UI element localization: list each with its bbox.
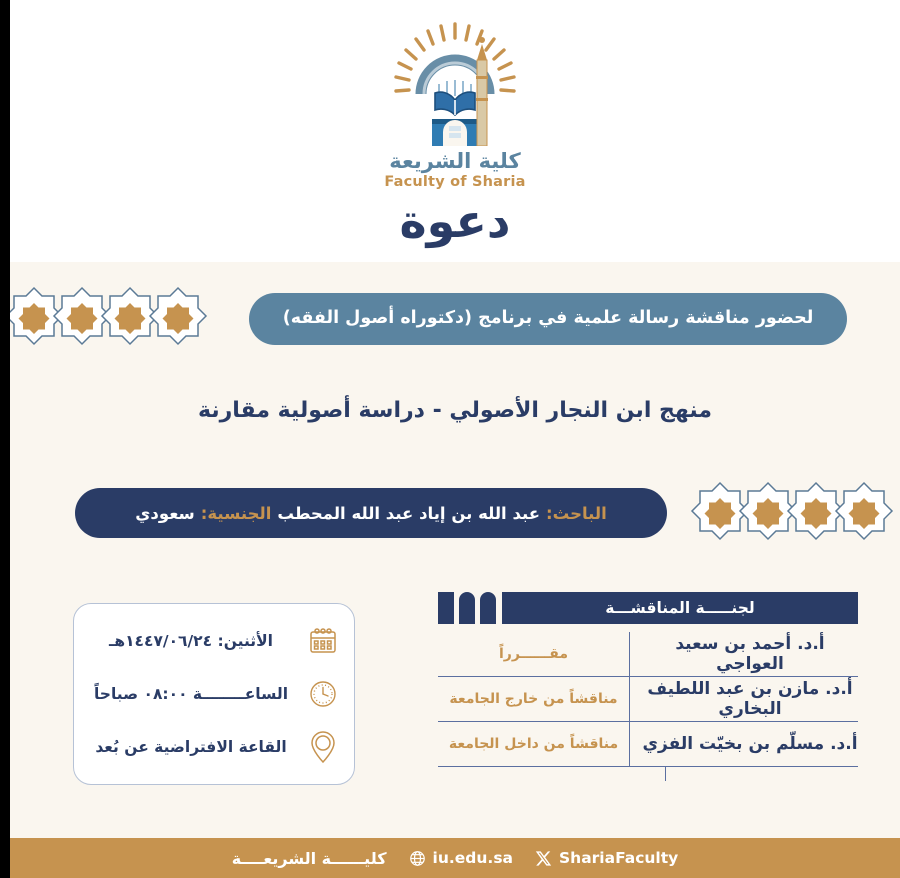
committee-member-role: مقــــــرراً	[438, 632, 630, 677]
event-info-card	[73, 603, 355, 785]
info-row-location	[88, 723, 340, 771]
page-title: دعوة	[399, 194, 511, 249]
committee-member-name: أ.د. أحمد بن سعيد العواجي	[675, 634, 825, 674]
table-row	[438, 722, 858, 767]
committee-heading: لجنـــــة المناقشـــة	[502, 592, 858, 624]
committee-member-name: أ.د. مسلّم بن بخيّت الفزي	[642, 734, 858, 754]
heading-bar-square	[438, 592, 454, 624]
researcher-label: الباحث:	[546, 503, 607, 523]
researcher-name: عبد الله بن إياد عبد الله المحطب	[277, 503, 540, 523]
program-banner	[249, 293, 847, 345]
university-logo-icon	[391, 20, 519, 146]
committee-heading-bars	[438, 592, 496, 624]
committee-member-name: أ.د. مازن بن عبد اللطيف البخاري	[647, 679, 853, 719]
ornament-strip-right	[690, 481, 900, 543]
invitation-poster	[10, 0, 900, 878]
committee-heading-row	[438, 592, 858, 624]
researcher-banner	[75, 488, 667, 538]
event-date: الأثنين: ١٤٤٧/٠٦/٢٤هـ	[109, 631, 273, 650]
event-location: القاعة الافتراضية عن بُعد	[95, 738, 287, 757]
table-row	[438, 632, 858, 677]
info-row-time	[88, 670, 340, 718]
faculty-name-arabic: كلية الشريعة	[389, 149, 521, 173]
nationality-value: سعودي	[135, 503, 195, 523]
nationality-label: الجنسية:	[200, 503, 272, 523]
table-divider-tail	[665, 767, 666, 781]
faculty-name-english: Faculty of Sharia	[384, 174, 526, 191]
calendar-icon	[306, 624, 340, 658]
program-banner-text: لحضور مناقشة رسالة علمية في برنامج (دكتوراه أصول الفقه)	[282, 308, 814, 329]
heading-bar-rounded-2	[459, 592, 475, 624]
heading-bar-rounded-1	[480, 592, 496, 624]
footer-faculty-name: كليــــــة الشريعــــة	[231, 848, 387, 868]
event-time: الساعــــــــة ٠٨:٠٠ صباحاً	[93, 684, 289, 703]
poster-header	[10, 20, 900, 249]
committee-table	[438, 632, 858, 781]
table-row	[438, 677, 858, 722]
footer-website[interactable]	[409, 849, 513, 867]
clock-icon	[306, 677, 340, 711]
x-twitter-icon	[535, 850, 552, 867]
website-url: iu.edu.sa	[432, 849, 513, 867]
location-pin-icon	[306, 730, 340, 764]
ornament-strip-left	[10, 286, 220, 348]
thesis-title: منهج ابن النجار الأصولي - دراسة أصولية مقارنة	[197, 398, 712, 423]
committee-member-role: مناقشاً من خارج الجامعة	[438, 677, 630, 722]
info-row-date	[88, 617, 340, 665]
footer-social-x[interactable]	[535, 849, 678, 867]
footer-bar	[10, 838, 900, 878]
committee-member-role: مناقشاً من داخل الجامعة	[438, 722, 630, 767]
committee-section	[438, 592, 858, 781]
x-handle: ShariaFaculty	[559, 849, 679, 867]
globe-icon	[409, 850, 426, 867]
